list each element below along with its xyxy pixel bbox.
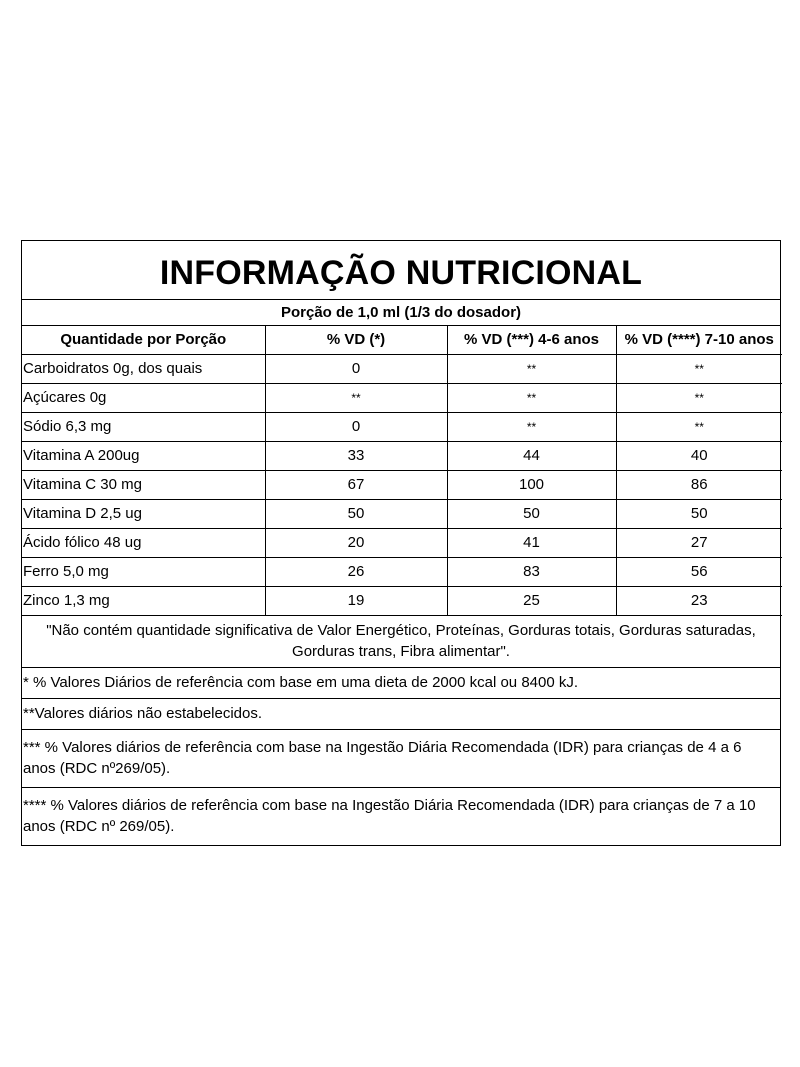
footnote-idr-7-10: **** % Valores diários de referência com base na Ingestão Diária Recomendada (IDR) para crianças de 7 a 10 anos (RDC nº 269/05). bbox=[23, 797, 756, 835]
vd-4-6-value: 25 bbox=[447, 587, 616, 616]
nutrient-name: Vitamina A 200ug bbox=[22, 442, 265, 471]
nutrient-name: Sódio 6,3 mg bbox=[22, 413, 265, 442]
vd-value: 0 bbox=[265, 355, 447, 384]
vd-7-10-value: 50 bbox=[616, 500, 782, 529]
table-row bbox=[22, 413, 782, 442]
vd-4-6-value: 100 bbox=[447, 471, 616, 500]
table-row bbox=[22, 384, 782, 413]
table-row bbox=[22, 471, 782, 500]
nutrient-name: Carboidratos 0g, dos quais bbox=[22, 355, 265, 384]
vd-7-10-value: ** bbox=[616, 355, 782, 384]
portion-size: Porção de 1,0 ml (1/3 do dosador) bbox=[22, 300, 780, 326]
nutrient-name: Zinco 1,3 mg bbox=[22, 587, 265, 616]
footnote-not-established: **Valores diários não estabelecidos. bbox=[22, 699, 780, 730]
vd-7-10-value: 86 bbox=[616, 471, 782, 500]
nutrition-facts-label bbox=[21, 240, 781, 846]
table-row bbox=[22, 500, 782, 529]
vd-7-10-value: 56 bbox=[616, 558, 782, 587]
vd-7-10-value: ** bbox=[616, 384, 782, 413]
table-row bbox=[22, 558, 782, 587]
column-header-vd-4-6: % VD (***) 4-6 anos bbox=[447, 326, 616, 355]
vd-7-10-value: 40 bbox=[616, 442, 782, 471]
vd-value: 67 bbox=[265, 471, 447, 500]
nutrient-name: Açúcares 0g bbox=[22, 384, 265, 413]
vd-7-10-value: 27 bbox=[616, 529, 782, 558]
nutrient-name: Ferro 5,0 mg bbox=[22, 558, 265, 587]
footnote-not-significant: "Não contém quantidade significativa de Valor Energético, Proteínas, Gorduras totais, Gorduras saturadas, Gorduras trans, Fibra alimentar". bbox=[22, 616, 780, 668]
vd-value: 20 bbox=[265, 529, 447, 558]
vd-value: 33 bbox=[265, 442, 447, 471]
vd-4-6-value: 41 bbox=[447, 529, 616, 558]
vd-value: 50 bbox=[265, 500, 447, 529]
vd-value: 19 bbox=[265, 587, 447, 616]
vd-7-10-value: 23 bbox=[616, 587, 782, 616]
table-row bbox=[22, 355, 782, 384]
table-row bbox=[22, 587, 782, 616]
label-title: INFORMAÇÃO NUTRICIONAL bbox=[22, 241, 780, 300]
vd-4-6-value: ** bbox=[447, 384, 616, 413]
footnote-daily-values: * % Valores Diários de referência com base em uma dieta de 2000 kcal ou 8400 kJ. bbox=[22, 668, 780, 699]
vd-value: 0 bbox=[265, 413, 447, 442]
footnote-idr-4-6: *** % Valores diários de referência com base na Ingestão Diária Recomendada (IDR) para crianças de 4 a 6 anos (RDC nº269/05). bbox=[22, 730, 780, 788]
table-header-row bbox=[22, 326, 782, 355]
vd-4-6-value: ** bbox=[447, 355, 616, 384]
column-header-vd: % VD (*) bbox=[265, 326, 447, 355]
vd-4-6-value: 83 bbox=[447, 558, 616, 587]
table-row bbox=[22, 442, 782, 471]
nutrient-name: Vitamina D 2,5 ug bbox=[22, 500, 265, 529]
nutrition-table bbox=[22, 326, 782, 616]
vd-4-6-value: 50 bbox=[447, 500, 616, 529]
nutrient-name: Vitamina C 30 mg bbox=[22, 471, 265, 500]
vd-4-6-value: 44 bbox=[447, 442, 616, 471]
vd-4-6-value: ** bbox=[447, 413, 616, 442]
vd-value: ** bbox=[265, 384, 447, 413]
column-header-vd-7-10: % VD (****) 7-10 anos bbox=[616, 326, 782, 355]
vd-7-10-value: ** bbox=[616, 413, 782, 442]
table-row bbox=[22, 529, 782, 558]
nutrient-name: Ácido fólico 48 ug bbox=[22, 529, 265, 558]
column-header-quantity: Quantidade por Porção bbox=[22, 326, 265, 355]
vd-value: 26 bbox=[265, 558, 447, 587]
